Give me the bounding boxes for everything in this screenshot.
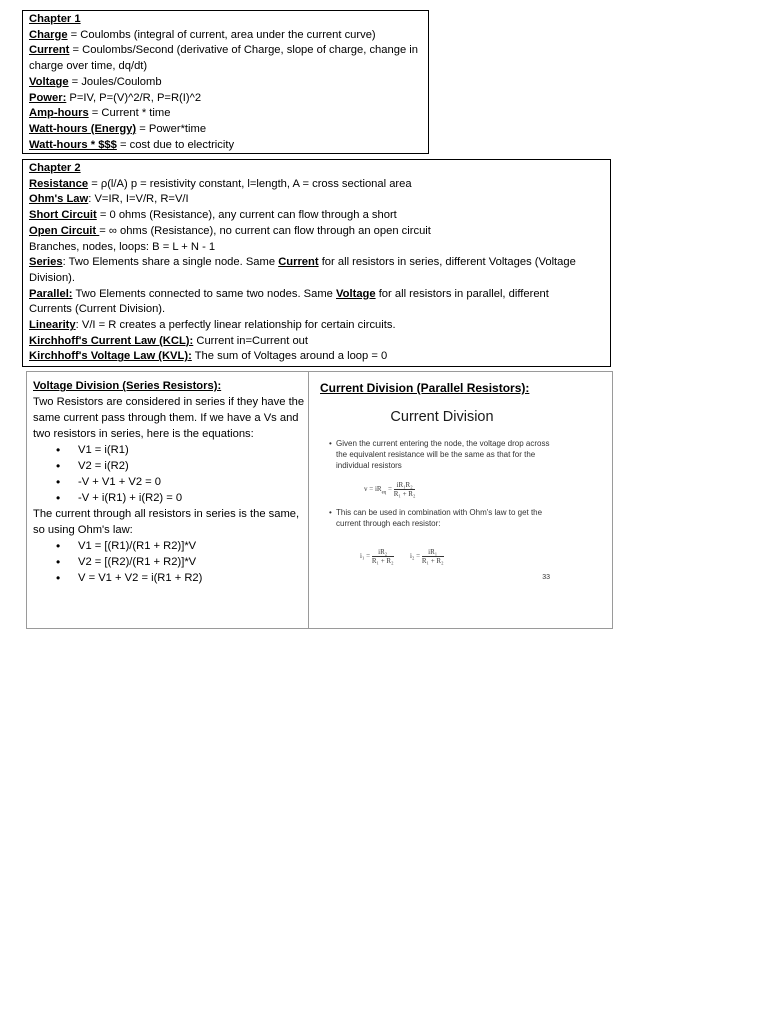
division-table [26,371,613,629]
chapter-2-lines [29,177,604,365]
chapter2-line [29,224,604,240]
term-definition: = Power*time [136,122,207,135]
term-label: Resistance [29,177,89,190]
term-definition: = cost due to electricity [116,138,235,151]
equation-item: • V1 = i(R1) [78,442,305,458]
term-label: Linearity [29,319,76,332]
chapter2-line [29,302,604,318]
term-label: Kirchhoff's Current Law (KCL): [29,334,194,347]
slide-equation-voltage: $v = iR_{eq}$ = $\frac{\text{iR₁R₂}}{\text{R₁ + R₂}}$ [364,481,416,498]
slide-equation-i1: i₁ = $\frac{\text{iR₂}}{\text{R₁ + R₂}}$ [360,548,394,565]
term-label: Short Circuit [29,209,97,222]
term-definition: = Coulombs/Second (derivative of Charge, slope of charge, change in [69,44,418,57]
chapter1-line [29,91,422,107]
chapter2-line [29,318,604,334]
term-definition: Branches, nodes, loops: B = L + N - 1 [29,240,216,253]
chapter2-line [29,349,604,365]
chapter2-line [29,208,604,224]
term-label: Current [29,44,70,57]
equation-item: • V1 = [(R1)/(R1 + R2)]*V [78,538,305,554]
equation-item: • -V + i(R1) + i(R2) = 0 [78,490,305,506]
voltage-division-middle: The current through all resistors in series is the same, so using Ohm's law: [33,508,300,536]
equation-item: • V2 = [(R2)/(R1 + R2)]*V [78,554,305,570]
chapter-1-lines [29,28,422,154]
voltage-division-title: Voltage Division (Series Resistors): [33,380,222,392]
term-definition-continued: for all resistors in series, different Voltages (Voltage [318,256,576,269]
chapter-1-title: Chapter 1 [29,13,81,25]
chapter2-line [29,287,604,303]
slide-title: Current Division [390,409,494,425]
equation-item: • V2 = i(R2) [78,458,305,474]
chapter-2-title: Chapter 2 [29,162,81,174]
voltage-division-intro: Two Resistors are considered in series if they have the same current pass through them. If we have a Vs and two resistors in series, here is the equations: [33,396,305,440]
term-label: Ohm's Law [29,193,89,206]
term-label: Voltage [29,75,69,88]
current-division-slide-image [322,405,562,583]
term-definition-continued: for all resistors in parallel, different [375,287,549,300]
chapter1-line [29,122,422,138]
term-definition: Division). [29,271,76,284]
voltage-equations-list-1 [33,442,305,506]
term-label: Watt-hours * $$$ [29,138,117,151]
voltage-division-cell [33,378,305,586]
term-definition: = Joules/Coulomb [68,75,162,88]
term-definition: : Two Elements share a single node. Same [62,256,279,269]
emphasis-word: Voltage [336,287,376,300]
term-label: Parallel: [29,287,73,300]
chapter1-line [29,43,422,59]
term-definition: charge over time, dq/dt) [29,60,148,73]
term-definition: = 0 ohms (Resistance), any current can flow through a short [96,209,397,222]
chapter1-line [29,106,422,122]
voltage-equations-list-2 [33,538,305,586]
term-definition: P=IV, P=(V)^2/R, P=R(I)^2 [66,91,202,104]
chapter-1-box [22,10,429,154]
term-definition: Current in=Current out [193,334,308,347]
slide-page-number: 33 [542,574,550,581]
chapter2-line [29,240,604,256]
slide-bullet-2: • This can be used in combination with Ohm's law to get the current through each resistor: [329,508,543,528]
term-label: Watt-hours (Energy) [29,122,137,135]
chapter1-line [29,28,422,44]
chapter2-line [29,271,604,287]
equation-item: • -V + V1 + V2 = 0 [78,474,305,490]
chapter2-line [29,255,604,271]
column-divider [308,372,309,628]
slide-equation-i2: i₂ = $\frac{\text{iR₁}}{\text{R₁ + R₂}}$ [410,548,444,565]
slide-bullet-1: • Given the current entering the node, the voltage drop across the equivalent resistance will be the same as that for the individual resistors [329,439,550,470]
chapter2-line [29,177,604,193]
term-definition: = Current * time [88,107,171,120]
term-definition: : V/I = R creates a perfectly linear relationship for certain circuits. [75,319,396,332]
term-definition: The sum of Voltages around a loop = 0 [191,350,388,363]
chapter-2-box [22,159,611,367]
term-label: Amp-hours [29,107,89,120]
term-definition: : V=IR, I=V/R, R=V/I [88,193,189,206]
term-definition: Currents (Current Division). [29,303,166,316]
term-definition: = ρ(l/A) p = resistivity constant, l=length, A = cross sectional area [88,177,412,190]
term-label: Charge [29,28,68,41]
term-label: Kirchhoff's Voltage Law (KVL): [29,350,192,363]
emphasis-word: Current [278,256,319,269]
term-definition: Two Elements connected to same two nodes. Same [72,287,337,300]
chapter1-line [29,138,422,154]
equation-item: • V = V1 + V2 = i(R1 + R2) [78,570,305,586]
term-label: Power: [29,91,67,104]
current-division-title: Current Division (Parallel Resistors): [320,381,530,395]
chapter2-line [29,334,604,350]
chapter1-line [29,75,422,91]
term-definition: = ∞ ohms (Resistance), no current can flow through an open circuit [99,224,431,237]
term-definition: = Coulombs (integral of current, area under the current curve) [67,28,376,41]
term-label: Series [29,256,63,269]
chapter1-line [29,59,422,75]
chapter2-line [29,192,604,208]
term-label: Open Circuit [29,224,100,237]
